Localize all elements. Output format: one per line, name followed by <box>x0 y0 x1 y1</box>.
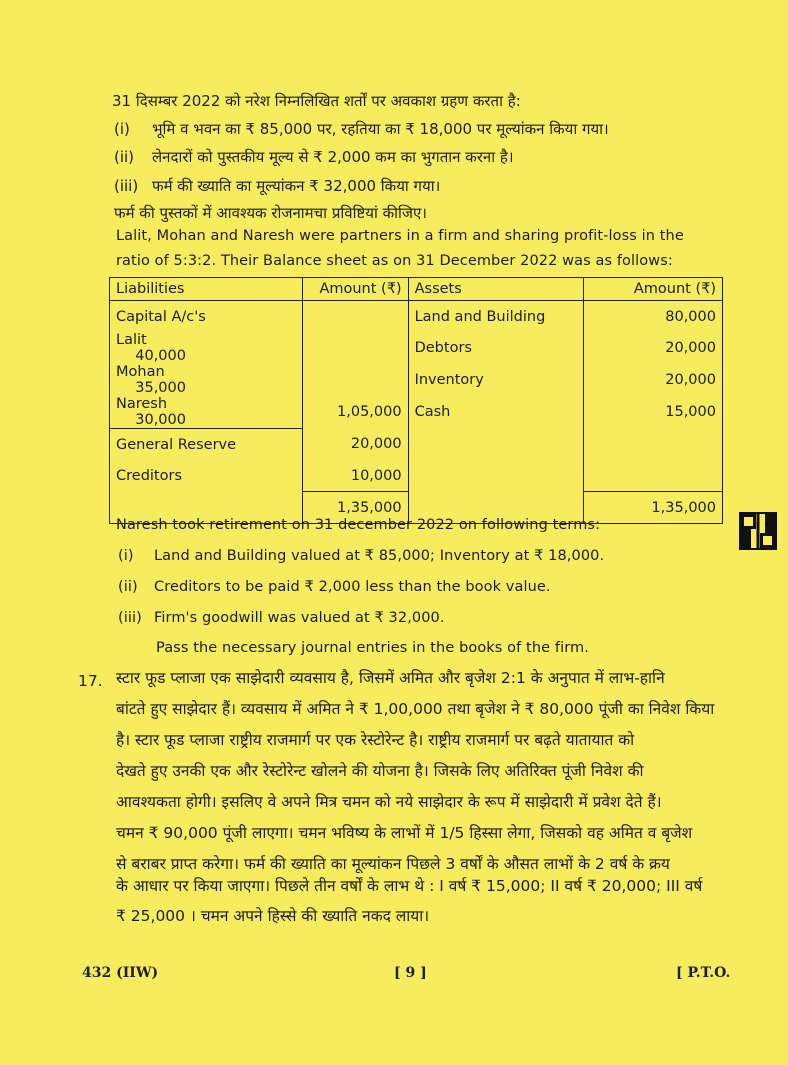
general-reserve-label: General Reserve <box>110 429 303 461</box>
question-17-number: 17. <box>78 672 103 690</box>
english-term-text: Creditors to be paid ₹ 2,000 less than the book value. <box>154 579 551 595</box>
paper-code: 432 (IIW) <box>82 965 159 981</box>
total-liabilities: 1,35,000 <box>302 492 408 524</box>
total-assets: 1,35,000 <box>584 492 723 524</box>
hindi-term-text: भूमि व भवन का ₹ 85,000 पर, रहतिया का ₹ 18,000 पर मूल्यांकन किया गया। <box>152 120 609 138</box>
asset-label: Cash <box>408 396 584 429</box>
asset-label: Inventory <box>408 364 584 396</box>
partner-capital: 40,000 <box>135 348 186 364</box>
balance-sheet-table <box>109 277 723 524</box>
q17-line: से बराबर प्राप्त करेगा। फर्म की ख्याति का मूल्यांकन पिछले 3 वर्षों के औसत लाभों के 2 वर्ष के क्रय <box>116 855 670 873</box>
q17-line: आवश्यकता होगी। इसलिए वे अपने मित्र चमन को नये साझेदार के रूप में साझेदारी में प्रवेश देते हैं। <box>116 793 662 811</box>
english-intro-line-1: Lalit, Mohan and Naresh were partners in a firm and sharing profit-loss in the <box>116 228 684 244</box>
english-term-number: (iii) <box>118 610 142 626</box>
table-row <box>110 332 723 364</box>
header-amount-assets: Amount (₹) <box>584 278 723 301</box>
asset-amount: 20,000 <box>584 332 723 364</box>
hindi-term-1 <box>114 119 609 139</box>
balance-sheet-header-row <box>110 278 723 301</box>
hindi-term-3 <box>114 176 440 196</box>
hindi-intro: 31 दिसम्बर 2022 को नरेश निम्नलिखित शर्तों पर अवकाश ग्रहण करता है: <box>112 92 521 110</box>
q17-line: स्टार फूड प्लाजा एक साझेदारी व्यवसाय है, जिसमें अमित और बृजेश 2:1 के अनुपात में लाभ-हानि <box>116 669 665 687</box>
table-row <box>110 396 723 429</box>
q17-line: देखते हुए उनकी एक और रेस्टोरेन्ट खोलने की योजना है। जिसके लिए अतिरिक्त पूंजी निवेश की <box>116 762 644 780</box>
partner-capital: 35,000 <box>135 380 186 396</box>
english-term-number: (i) <box>118 548 134 564</box>
q17-line: के आधार पर किया जाएगा। पिछले तीन वर्षों के लाभ थे : I वर्ष ₹ 15,000; II वर्ष ₹ 20,000; III वर्ष <box>116 877 703 895</box>
hindi-term-number: (i) <box>114 120 130 138</box>
english-term-3 <box>118 610 445 626</box>
q17-line: ₹ 25,000 । चमन अपने हिस्से की ख्याति नकद लाया। <box>116 907 430 925</box>
partner-name: Naresh <box>116 396 168 412</box>
asset-label: Debtors <box>408 332 584 364</box>
capital-total: 1,05,000 <box>302 396 408 429</box>
table-row <box>110 429 723 461</box>
header-liabilities: Liabilities <box>110 278 303 301</box>
english-term-text: Land and Building valued at ₹ 85,000; Inventory at ₹ 18,000. <box>154 548 605 564</box>
creditors-label: Creditors <box>110 460 303 492</box>
partner-name: Lalit <box>116 332 147 348</box>
table-row <box>110 460 723 492</box>
english-term-number: (ii) <box>118 579 138 595</box>
partner-capital: 30,000 <box>135 412 186 428</box>
q17-line: चमन ₹ 90,000 पूंजी लाएगा। चमन भविष्य के लाभों में 1/5 हिस्सा लेगा, जिसको वह अमित व बृजेश <box>116 824 693 842</box>
table-row <box>110 364 723 396</box>
english-term-text: Firm's goodwill was valued at ₹ 32,000. <box>154 610 445 626</box>
hindi-instruction: फर्म की पुस्तकों में आवश्यक रोजनामचा प्रविष्टियां कीजिए। <box>114 204 427 222</box>
q17-line: बांटते हुए साझेदार हैं। व्यवसाय में अमित ने ₹ 1,00,000 तथा बृजेश ने ₹ 80,000 पूंजी का निवेश किया <box>116 700 715 718</box>
hindi-term-2 <box>114 147 514 167</box>
partner-name: Mohan <box>116 364 165 380</box>
pto-label: [ P.T.O. <box>676 965 731 981</box>
table-row <box>110 301 723 333</box>
q17-line: है। स्टार फूड प्लाजा राष्ट्रीय राजमार्ग पर एक रेस्टोरेन्ट है। राष्ट्रीय राजमार्ग पर बढ़ते यातायात को <box>116 731 635 749</box>
hindi-term-number: (iii) <box>114 177 139 195</box>
asset-amount: 15,000 <box>584 396 723 429</box>
hindi-term-number: (ii) <box>114 148 135 166</box>
hindi-term-text: लेनदारों को पुस्तकीय मूल्य से ₹ 2,000 कम का भुगतान करना है। <box>152 148 514 166</box>
english-instruction: Pass the necessary journal entries in the books of the firm. <box>156 640 589 656</box>
general-reserve-amount: 20,000 <box>302 429 408 461</box>
capital-label: Capital A/c's <box>110 301 303 333</box>
creditors-amount: 10,000 <box>302 460 408 492</box>
header-assets: Assets <box>408 278 584 301</box>
english-intro-line-2: ratio of 5:3:2. Their Balance sheet as on 31 December 2022 was as follows: <box>116 253 673 269</box>
hindi-term-text: फर्म की ख्याति का मूल्यांकन ₹ 32,000 किया गया। <box>152 177 441 195</box>
english-retire-intro: Naresh took retirement on 31 december 2022 on following terms: <box>116 517 601 533</box>
qr-code-icon <box>741 514 775 548</box>
english-term-2 <box>118 579 551 595</box>
asset-amount: 80,000 <box>584 301 723 333</box>
asset-label: Land and Building <box>408 301 584 333</box>
header-amount-liabilities: Amount (₹) <box>302 278 408 301</box>
page-number: [ 9 ] <box>394 965 427 981</box>
asset-amount: 20,000 <box>584 364 723 396</box>
english-term-1 <box>118 548 604 564</box>
